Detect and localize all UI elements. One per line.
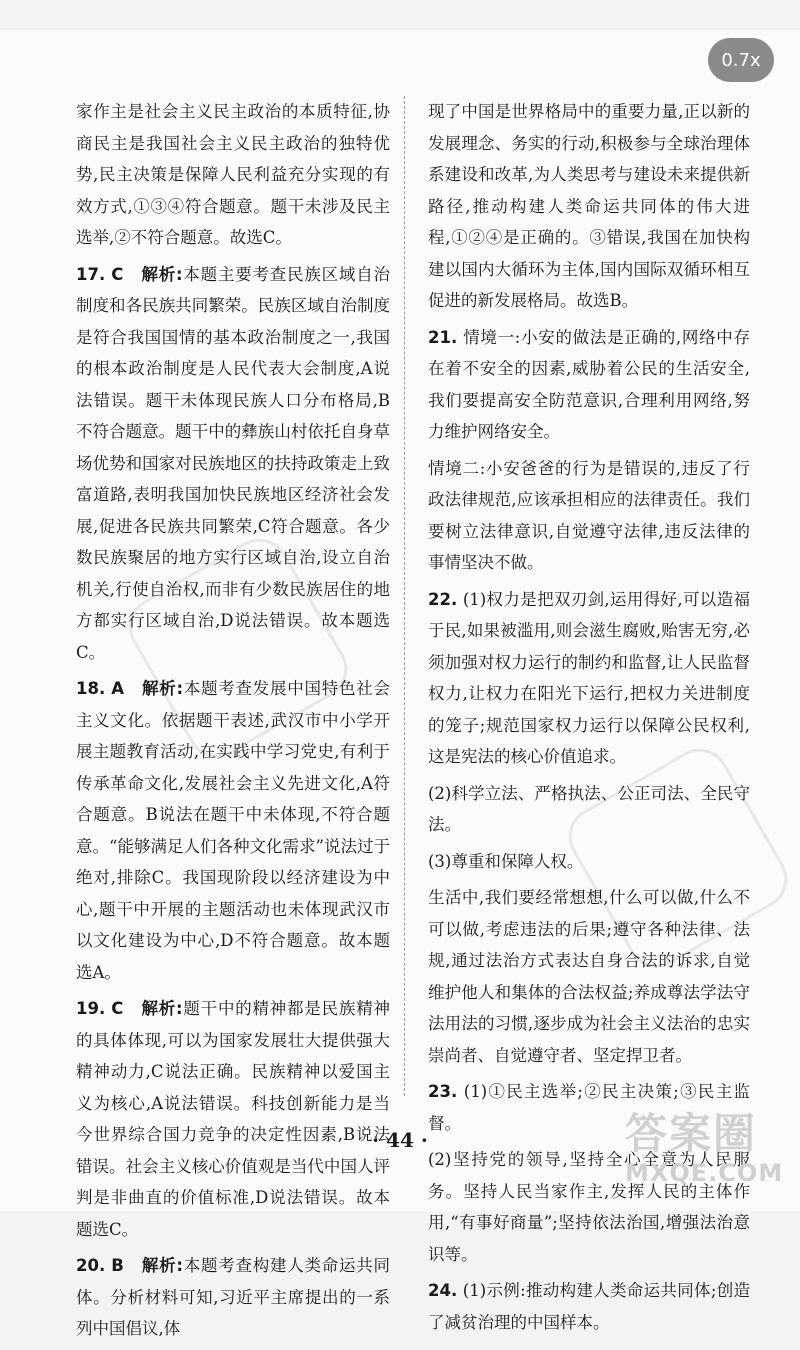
answer-paragraph <box>76 96 390 254</box>
answer-text: 情境二:小安爸爸的行为是错误的,违反了行政法律规范,应该承担相应的法律责任。我们要树立法律意识,自觉遵守法律,违反法律的事情坚决不做。 <box>428 458 750 572</box>
watermark-logo-top: 答案圈 <box>625 1109 758 1158</box>
question-number: 23. <box>428 1082 458 1101</box>
answer-text: (1)权力是把双刃剑,运用得好,可以造福于民,如果被滥用,则会滋生腐败,贻害无穷,必须加强对权力运行的制约和监督,让人民监督权力,让权力在阳光下运行,把权力关进制度的笼子;规范国家权力运行以保障公民权利,这是宪法的核心价值追求。 <box>428 589 750 766</box>
answer-paragraph <box>428 453 750 579</box>
question-number: 20. <box>76 1256 106 1275</box>
answer-paragraph <box>428 1275 750 1338</box>
playback-speed-badge[interactable]: 0.7x <box>708 38 774 82</box>
watermark-logo <box>625 1110 790 1205</box>
answer-text: 本题考查构建人类命运共同体。分析材料可知,习近平主席提出的一系列中国倡议,体 <box>76 1256 390 1338</box>
answer-paragraph <box>428 846 750 878</box>
answer-paragraph <box>428 96 750 317</box>
answer-paragraph <box>428 584 750 773</box>
answer-paragraph <box>76 673 390 988</box>
answer-text: (1)示例:推动构建人类命运共同体;创造了减贫治理的中国样本。 <box>428 1281 750 1332</box>
answer-paragraph <box>428 322 750 448</box>
answer-text: 生活中,我们要经常想想,什么可以做,什么不可以做,考虑违法的后果;遵守各种法律、法规,通过法治方式表达自身合法的诉求,自觉维护他人和集体的合法权益;养成尊法学法守法用法的习惯,逐步成为社会主义法治的忠实崇尚者、自觉遵守者、坚定捍卫者。 <box>428 888 750 1065</box>
answer-text: 现了中国是世界格局中的重要力量,正以新的发展理念、务实的行动,积极参与全球治理体系建设和改革,为人类思考与建设未来提供新路径,推动构建人类命运共同体的伟大进程,①②④是正确的。③错误,我国在加快构建以国内大循环为主体,国内国际双循环相互促进的新发展格局。故选B。 <box>428 102 750 310</box>
answer-paragraph <box>76 259 390 669</box>
answer-paragraph <box>428 778 750 841</box>
answer-text: 家作主是社会主义民主政治的本质特征,协商民主是我国社会主义民主政治的独特优势,民主决策是保障人民利益充分实现的有效方式,①③④符合题意。题干未涉及民主选举,②不符合题意。故选C。 <box>76 102 390 247</box>
answer-keyword: C 解析: <box>111 264 183 284</box>
answer-text: (2)坚持党的领导,坚持全心全意为人民服务。坚持人民当家作主,发挥人民的主体作用,“有事好商量”;坚持依法治国,增强法治意识等。 <box>428 1150 750 1264</box>
question-number: 22. <box>428 589 458 609</box>
answer-text: (3)尊重和保障人权。 <box>428 851 584 871</box>
question-number: 21. <box>428 327 458 347</box>
answer-text: 情境一:小安的做法是正确的,网络中存在着不安全的因素,威胁着公民的生活安全,我们要提高安全防范意识,合理利用网络,努力维护网络安全。 <box>428 327 750 441</box>
answer-paragraph <box>76 1250 390 1345</box>
watermark-logo-bottom: MXQE.COM <box>625 1159 784 1187</box>
answer-keyword: A 解析: <box>111 679 184 698</box>
question-number: 18. <box>76 679 106 698</box>
answer-text: (1)①民主选举;②民主决策;③民主监督。 <box>428 1082 750 1133</box>
answer-paragraph <box>76 993 390 1245</box>
column-divider <box>404 96 405 1096</box>
answer-text: 本题考查发展中国特色社会主义文化。依据题干表述,武汉市中小学开展主题教育活动,在实践中学习党史,有利于传承革命文化,发展社会主义先进文化,A符合题意。B说法在题干中未体现,不符合题意。“能够满足人们各种文化需求”说法过于绝对,排除C。我国现阶段以经济建设为中心,题干中开展的主题活动也未体现武汉市以文化建设为中心,D不符合题意。故本题选A。 <box>76 679 391 982</box>
page-number: · 44 · <box>372 1128 428 1152</box>
answer-keyword: C 解析: <box>111 999 183 1018</box>
answer-text: 本题主要考查民族区域自治制度和各民族共同繁荣。民族区域自治制度是符合我国国情的基本政治制度之一,我国的根本政治制度是人民代表大会制度,A说法错误。题干未体现民族人口分布格局,B不符合题意。题干中的彝族山村依托自身草场优势和国家对民族地区的扶持政策走上致富道路,表明我国加快民族地区经济社会发展,促进各民族共同繁荣,C符合题意。各少数民族聚居的地方实行区域自治,设立自治机关,行使自治权,而非有少数民族居住的地方都实行区域自治,D说法错误。故本题选C。 <box>76 264 390 662</box>
answer-text: (2)科学立法、严格执法、公正司法、全民守法。 <box>428 783 750 834</box>
answer-text: 题干中的精神都是民族精神的具体体现,可以为国家发展壮大提供强大精神动力,C说法正确。民族精神以爱国主义为核心,A说法错误。科技创新能力是当今世界综合国力竞争的决定性因素,B说法错误。社会主义核心价值观是当代中国人评判是非曲直的价值标准,D说法错误。故本题选C。 <box>76 999 390 1239</box>
answer-keyword: B 解析: <box>111 1256 183 1275</box>
question-number: 17. <box>76 264 106 284</box>
question-number: 24. <box>428 1281 458 1300</box>
answer-paragraph <box>428 882 750 1071</box>
left-column <box>76 96 390 1350</box>
question-number: 19. <box>76 999 106 1018</box>
